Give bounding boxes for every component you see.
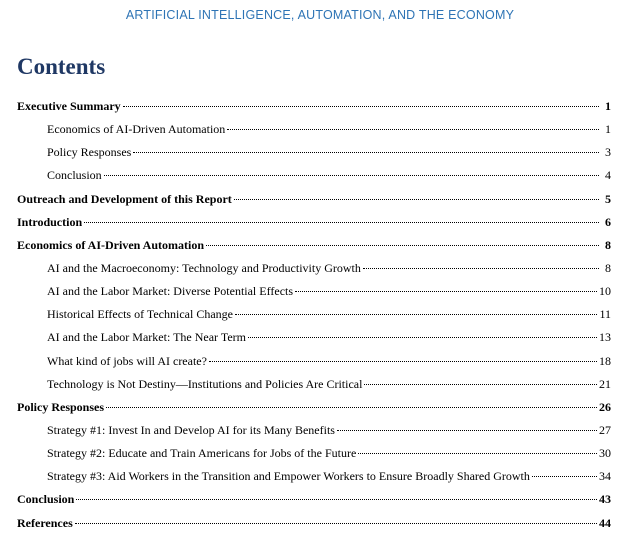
toc-page-number: 26 bbox=[599, 399, 611, 414]
toc-subsection-entry[interactable] bbox=[17, 257, 611, 280]
toc-section-entry[interactable] bbox=[17, 396, 611, 419]
toc-dot-leader bbox=[532, 476, 597, 477]
toc-entry-label: References bbox=[17, 515, 73, 530]
toc-page-number: 34 bbox=[599, 469, 611, 484]
toc-dot-leader bbox=[337, 430, 597, 431]
toc-entry-label: Historical Effects of Technical Change bbox=[47, 307, 233, 322]
toc-dot-leader bbox=[206, 245, 599, 246]
toc-subsection-entry[interactable] bbox=[17, 419, 611, 442]
toc-dot-leader bbox=[123, 106, 599, 107]
toc-dot-leader bbox=[363, 268, 599, 269]
toc-subsection-entry[interactable] bbox=[17, 373, 611, 396]
toc-page-number: 6 bbox=[605, 214, 611, 229]
toc-page-number: 18 bbox=[599, 353, 611, 368]
toc-entry-label: Policy Responses bbox=[17, 399, 104, 414]
toc-page-number: 30 bbox=[599, 446, 611, 461]
toc-page-number: 27 bbox=[599, 422, 611, 437]
toc-subsection-entry[interactable] bbox=[17, 164, 611, 187]
toc-entry-label: Technology is Not Destiny—Institutions and Policies Are Critical bbox=[47, 376, 363, 391]
toc-section-entry[interactable] bbox=[17, 95, 611, 118]
contents-title: Contents bbox=[17, 54, 106, 79]
toc-dot-leader bbox=[104, 175, 599, 176]
toc-section-entry[interactable] bbox=[17, 488, 611, 511]
toc-entry-label: Strategy #3: Aid Workers in the Transition and Empower Workers to Ensure Broadly Shared Growth bbox=[47, 469, 530, 484]
toc-page-number: 4 bbox=[605, 168, 611, 183]
toc-entry-label: Outreach and Development of this Report bbox=[17, 191, 232, 206]
toc-subsection-entry[interactable] bbox=[17, 303, 611, 326]
toc-page-number: 13 bbox=[599, 330, 611, 345]
toc-dot-leader bbox=[106, 407, 597, 408]
toc-page-number: 43 bbox=[599, 492, 611, 507]
toc-subsection-entry[interactable] bbox=[17, 465, 611, 488]
toc-page-number: 1 bbox=[605, 122, 611, 137]
toc-entry-label: Introduction bbox=[17, 214, 83, 229]
toc-entry-label: AI and the Labor Market: The Near Term bbox=[47, 330, 246, 345]
toc-dot-leader bbox=[234, 199, 599, 200]
toc-entry-label: Economics of AI-Driven Automation bbox=[17, 237, 204, 252]
toc-subsection-entry[interactable] bbox=[17, 350, 611, 373]
toc-dot-leader bbox=[227, 129, 599, 130]
toc-page-number: 10 bbox=[599, 284, 611, 299]
toc-subsection-entry[interactable] bbox=[17, 141, 611, 164]
toc-entry-label: Policy Responses bbox=[47, 145, 132, 160]
toc-page-number: 3 bbox=[605, 145, 611, 160]
toc-dot-leader bbox=[235, 314, 597, 315]
toc-dot-leader bbox=[358, 453, 597, 454]
toc-entry-label: Conclusion bbox=[17, 492, 75, 507]
toc-entry-label: AI and the Macroeconomy: Technology and Productivity Growth bbox=[47, 260, 361, 275]
toc-dot-leader bbox=[364, 384, 597, 385]
running-header: ARTIFICIAL INTELLIGENCE, AUTOMATION, AND THE ECONOMY bbox=[125, 8, 515, 22]
toc-section-entry[interactable] bbox=[17, 188, 611, 211]
toc-dot-leader bbox=[75, 523, 597, 524]
toc-section-entry[interactable] bbox=[17, 512, 611, 535]
toc-dot-leader bbox=[295, 291, 597, 292]
toc-subsection-entry[interactable] bbox=[17, 118, 611, 141]
toc-dot-leader bbox=[133, 152, 599, 153]
toc-page-number: 1 bbox=[605, 99, 611, 113]
toc-entry-label: Conclusion bbox=[47, 168, 102, 183]
toc-page-number: 21 bbox=[599, 376, 611, 391]
toc-entry-label: AI and the Labor Market: Diverse Potential Effects bbox=[47, 284, 294, 299]
toc-entry-label: Strategy #2: Educate and Train Americans for Jobs of the Future bbox=[47, 446, 357, 461]
toc-entry-label: What kind of jobs will AI create? bbox=[47, 353, 207, 368]
toc-dot-leader bbox=[76, 499, 597, 500]
toc-dot-leader bbox=[209, 361, 597, 362]
toc-subsection-entry[interactable] bbox=[17, 326, 611, 349]
toc-page-number: 8 bbox=[605, 237, 611, 252]
toc-page-number: 8 bbox=[605, 260, 611, 275]
toc-section-entry[interactable] bbox=[17, 211, 611, 234]
toc-section-entry[interactable] bbox=[17, 234, 611, 257]
table-of-contents bbox=[17, 95, 611, 535]
toc-page-number: 5 bbox=[605, 191, 611, 206]
toc-page-number: 11 bbox=[599, 307, 611, 322]
toc-entry-label: Strategy #1: Invest In and Develop AI for its Many Benefits bbox=[47, 422, 335, 437]
toc-dot-leader bbox=[84, 222, 599, 223]
toc-page-number: 44 bbox=[599, 515, 611, 530]
toc-subsection-entry[interactable] bbox=[17, 442, 611, 465]
toc-subsection-entry[interactable] bbox=[17, 280, 611, 303]
toc-entry-label: Economics of AI-Driven Automation bbox=[47, 122, 226, 137]
toc-entry-label: Executive Summary bbox=[17, 99, 121, 113]
toc-dot-leader bbox=[248, 337, 597, 338]
